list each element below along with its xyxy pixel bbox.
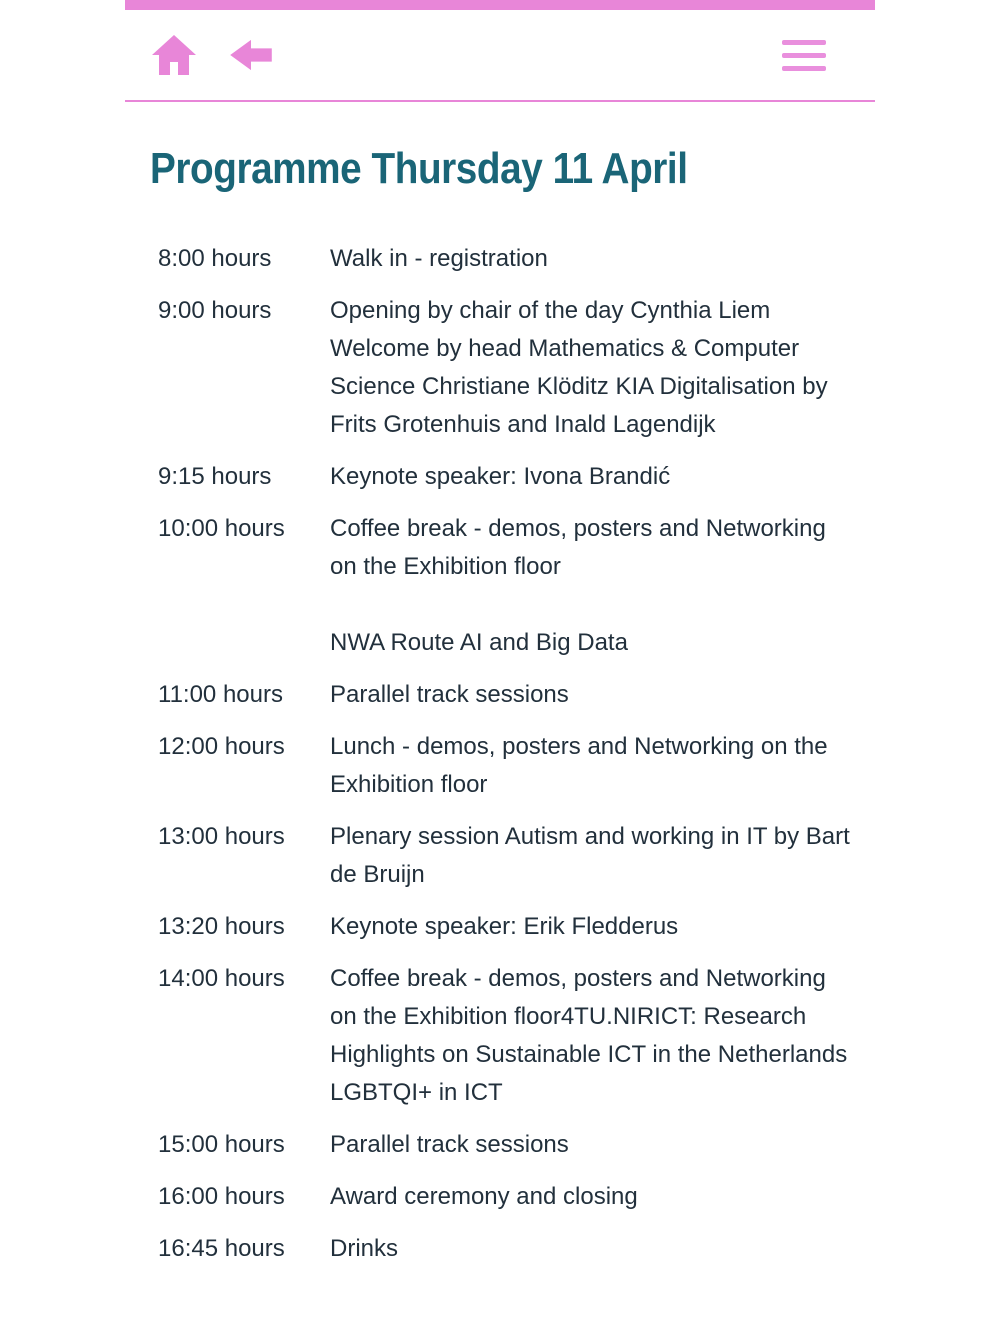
schedule-row <box>158 240 875 278</box>
home-button[interactable] <box>150 33 198 77</box>
schedule-row <box>158 728 875 804</box>
schedule-description: Award ceremony and closing <box>330 1183 638 1210</box>
schedule-row <box>158 1126 875 1164</box>
schedule-row <box>158 676 875 714</box>
schedule-description: Keynote speaker: Erik Fledderus <box>330 913 679 940</box>
schedule-time: 12:00 hours <box>158 733 285 760</box>
schedule-description: Opening by chair of the day Cynthia Liem Welcome by head Mathematics & Computer Science Christiane Klöditz KIA Digitalisation by Frits Grotenhuis and Inald Lagendijk <box>330 297 828 438</box>
header <box>125 10 875 102</box>
schedule-row <box>158 1178 875 1216</box>
hamburger-bar <box>782 53 826 58</box>
schedule-row <box>158 818 875 894</box>
schedule-description: Lunch - demos, posters and Networking on the Exhibition floor <box>330 733 828 798</box>
hamburger-bar <box>782 66 826 71</box>
schedule-description: Coffee break - demos, posters and Networking on the Exhibition floor <box>330 515 826 580</box>
page-container <box>125 0 875 1268</box>
schedule-row <box>158 510 875 586</box>
page-title: Programme Thursday 11 April <box>150 144 688 193</box>
schedule <box>125 240 875 1268</box>
schedule-row <box>158 624 875 662</box>
schedule-time: 8:00 hours <box>158 245 272 272</box>
schedule-time: 16:45 hours <box>158 1235 285 1262</box>
schedule-time: 14:00 hours <box>158 965 285 992</box>
schedule-description: Drinks <box>330 1235 399 1262</box>
header-nav-group <box>150 33 274 77</box>
title-section <box>125 144 875 194</box>
schedule-row <box>158 458 875 496</box>
schedule-time: 9:00 hours <box>158 297 272 324</box>
schedule-time: 10:00 hours <box>158 515 285 542</box>
schedule-row <box>158 908 875 946</box>
schedule-description: Coffee break - demos, posters and Networking on the Exhibition floor4TU.NIRICT: Research Highlights on Sustainable ICT in the Netherlands LGBTQI+ in ICT <box>330 965 848 1106</box>
schedule-row <box>158 960 875 1112</box>
schedule-row <box>158 1230 875 1268</box>
hamburger-menu-icon <box>782 40 826 71</box>
schedule-description: Parallel track sessions <box>330 1131 569 1158</box>
hamburger-bar <box>782 40 826 45</box>
schedule-description: Parallel track sessions <box>330 681 569 708</box>
schedule-time: 16:00 hours <box>158 1183 285 1210</box>
schedule-time: 13:20 hours <box>158 913 285 940</box>
schedule-description: Keynote speaker: Ivona Brandić <box>330 463 671 490</box>
back-arrow-icon <box>228 38 274 72</box>
schedule-description: Walk in - registration <box>330 245 548 272</box>
back-button[interactable] <box>228 38 274 72</box>
top-accent-bar <box>125 0 875 10</box>
schedule-time: 15:00 hours <box>158 1131 285 1158</box>
schedule-time: 11:00 hours <box>158 681 283 708</box>
menu-button[interactable] <box>782 40 826 71</box>
home-icon <box>150 33 198 77</box>
schedule-description: Plenary session Autism and working in IT by Bart de Bruijn <box>330 823 850 888</box>
schedule-time: 9:15 hours <box>158 463 272 490</box>
schedule-row <box>158 292 875 444</box>
schedule-time: 13:00 hours <box>158 823 285 850</box>
schedule-description: NWA Route AI and Big Data <box>330 629 628 656</box>
schedule-time <box>158 624 330 662</box>
